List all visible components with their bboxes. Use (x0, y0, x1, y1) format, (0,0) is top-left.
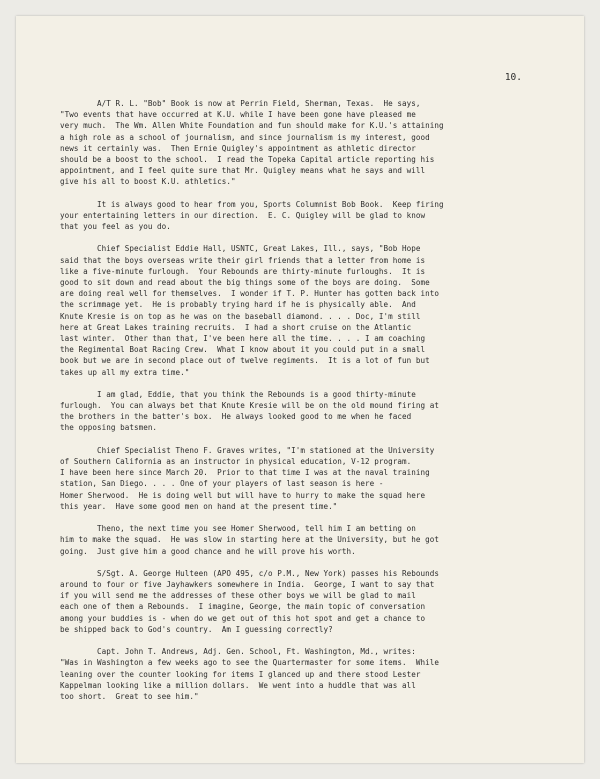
text-line: going. Just give him a good chance and he will prove his worth. (60, 546, 356, 556)
text-line: Knute Kresie is on top as he was on the baseball diamond. . . . Doc, I'm still (60, 311, 421, 321)
paragraph (60, 98, 544, 188)
letter-body (60, 98, 544, 713)
text-line: station, San Diego. . . . One of your players of last season is here - (60, 479, 384, 489)
text-line: Theno, the next time you see Homer Sherwood, tell him I am betting on (60, 524, 416, 534)
text-line: the Regimental Boat Racing Crew. What I know about it you could put in a small (60, 345, 426, 355)
text-line: each one of them a Rebounds. I imagine, George, the main topic of conversation (60, 602, 426, 612)
text-line: around to four or five Jayhawkers somewhere in India. George, I want to say that (60, 580, 435, 590)
text-line: Capt. John T. Andrews, Adj. Gen. School, Ft. Washington, Md., writes: (60, 647, 416, 657)
text-line: very much. The Wm. Allen White Foundation and fun should make for K.U.'s attaining (60, 121, 444, 131)
text-line: It is always good to hear from you, Sports Columnist Bob Book. Keep firing (60, 199, 444, 209)
text-line: too short. Great to see him." (60, 691, 199, 701)
text-line: said that the boys overseas write their girl friends that a letter from home is (60, 255, 426, 265)
text-line: if you will send me the addresses of these other boys we will be glad to mail (60, 591, 416, 601)
text-line: "Two events that have occurred at K.U. while I have been gone have pleased me (60, 110, 416, 120)
text-line: I am glad, Eddie, that you think the Rebounds is a good thirty-minute (60, 389, 416, 399)
paragraph (60, 523, 544, 557)
text-line: like a five-minute furlough. Your Rebounds are thirty-minute furloughs. It is (60, 266, 426, 276)
paragraph (60, 568, 544, 635)
text-line: the scrimmage yet. He is probably trying hard if he is physically able. And (60, 300, 416, 310)
text-line: news it certainly was. Then Ernie Quigley's appointment as athletic director (60, 143, 416, 153)
text-line: furlough. You can always bet that Knute Kresie will be on the old mound firing at (60, 401, 439, 411)
text-line: leaning over the counter looking for items I glanced up and there stood Lester (60, 669, 421, 679)
text-line: Kappelman looking like a million dollars. We went into a huddle that was all (60, 680, 416, 690)
text-line: be shipped back to God's country. Am I guessing correctly? (60, 624, 333, 634)
paragraph (60, 646, 544, 702)
text-line: A/T R. L. "Bob" Book is now at Perrin Field, Sherman, Texas. He says, (60, 99, 421, 108)
text-line: the brothers in the batter's box. He always looked good to me when he faced (60, 412, 412, 422)
text-line: should be a boost to the school. I read the Topeka Capital article reporting his (60, 154, 435, 164)
text-line: this year. Have some good men on hand at the present time." (60, 501, 338, 511)
text-line: last winter. Other than that, I've been here all the time. . . . I am coaching (60, 333, 426, 343)
page-number: 10. (504, 72, 522, 83)
text-line: here at Great Lakes training recruits. I had a short cruise on the Atlantic (60, 322, 412, 332)
paragraph (60, 445, 544, 512)
text-line: the opposing batsmen. (60, 423, 158, 433)
text-line: Chief Specialist Theno F. Graves writes, "I'm stationed at the University (60, 445, 435, 455)
text-line: Chief Specialist Eddie Hall, USNTC, Great Lakes, Ill., says, "Bob Hope (60, 244, 421, 254)
text-line: among your buddies is - when do we get out of this hot spot and get a chance to (60, 613, 426, 623)
text-line: good to sit down and read about the big things some of the boys are doing. Some (60, 278, 430, 287)
text-line: "Was in Washington a few weeks ago to see the Quartermaster for some items. While (60, 658, 439, 668)
text-line: him to make the squad. He was slow in starting here at the University, but he got (60, 535, 439, 545)
paragraph (60, 243, 544, 377)
text-line: Homer Sherwood. He is doing well but will have to hurry to make the squad here (60, 490, 426, 500)
text-line: I have been here since March 20. Prior to that time I was at the naval training (60, 468, 430, 478)
text-line: that you feel as you do. (60, 222, 171, 232)
text-line: a high role as a school of journalism, and since journalism is my interest, good (60, 132, 430, 142)
text-line: your entertaining letters in our direction. E. C. Quigley will be glad to know (60, 210, 426, 220)
text-line: give his all to boost K.U. athletics." (60, 177, 236, 187)
text-line: appointment, and I feel quite sure that Mr. Quigley means what he says and will (60, 166, 426, 176)
paragraph (60, 389, 544, 434)
paragraph (60, 199, 544, 233)
text-line: are doing real well for themselves. I wonder if T. P. Hunter has gotten back into (60, 289, 439, 299)
text-line: of Southern California as an instructor in physical education, V-12 program. (60, 457, 412, 466)
document-page (16, 16, 584, 763)
text-line: takes up all my extra time." (60, 367, 190, 377)
text-line: S/Sgt. A. George Hulteen (APO 495, c/o P.M., New York) passes his Rebounds (60, 568, 439, 578)
text-line: book but we are in second place out of twelve regiments. It is a lot of fun but (60, 356, 430, 366)
